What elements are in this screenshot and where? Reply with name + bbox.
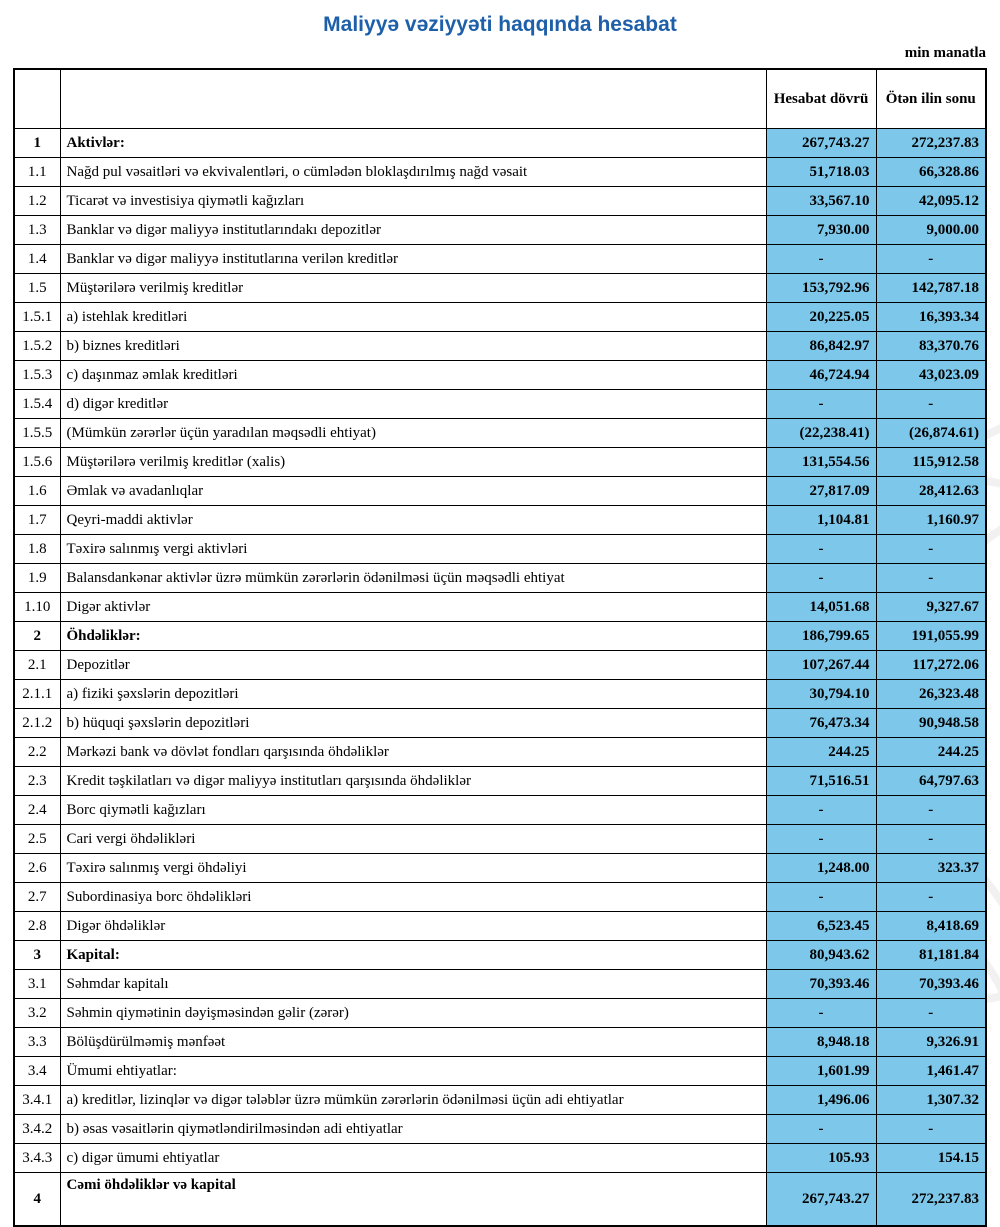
row-number-cell: 2.6 [14,854,60,883]
table-row [14,1115,986,1144]
header-no-cell [14,69,60,129]
value-current-cell: 20,225.05 [766,303,876,332]
table-row [14,738,986,767]
value-previous-cell: 323.37 [876,854,986,883]
row-number-cell: 3 [14,941,60,970]
table-row [14,361,986,390]
row-label-cell: Banklar və digər maliyyə institutlarındakı depozitlər [60,216,766,245]
table-row [14,912,986,941]
row-label-cell: Öhdəliklər: [60,622,766,651]
value-current-cell: 267,743.27 [766,1173,876,1227]
value-current-cell: 80,943.62 [766,941,876,970]
value-previous-cell: 66,328.86 [876,158,986,187]
value-current-cell: - [766,883,876,912]
row-label-cell: Təxirə salınmış vergi aktivləri [60,535,766,564]
row-number-cell: 2.1.1 [14,680,60,709]
value-current-cell: 33,567.10 [766,187,876,216]
row-label-cell: Bölüşdürülməmiş mənfəət [60,1028,766,1057]
table-row [14,506,986,535]
value-previous-cell: - [876,390,986,419]
value-current-cell: - [766,245,876,274]
row-label-cell: Digər öhdəliklər [60,912,766,941]
value-current-cell: 244.25 [766,738,876,767]
table-row [14,158,986,187]
value-current-cell: - [766,535,876,564]
value-previous-cell: - [876,1115,986,1144]
value-previous-cell: 272,237.83 [876,129,986,158]
table-row [14,390,986,419]
table-row [14,1028,986,1057]
table-row [14,1086,986,1115]
value-current-cell: - [766,390,876,419]
value-previous-cell: - [876,564,986,593]
value-current-cell: 71,516.51 [766,767,876,796]
table-row [14,651,986,680]
value-current-cell: 131,554.56 [766,448,876,477]
row-label-cell: Subordinasiya borc öhdəlikləri [60,883,766,912]
value-current-cell: 107,267.44 [766,651,876,680]
table-row [14,796,986,825]
row-label-cell: Müştərilərə verilmiş kreditlər [60,274,766,303]
table-row [14,274,986,303]
value-current-cell: (22,238.41) [766,419,876,448]
row-label-cell: Əmlak və avadanlıqlar [60,477,766,506]
row-number-cell: 1.10 [14,593,60,622]
value-current-cell: 27,817.09 [766,477,876,506]
value-previous-cell: 272,237.83 [876,1173,986,1227]
row-number-cell: 1 [14,129,60,158]
value-previous-cell: (26,874.61) [876,419,986,448]
value-previous-cell: 28,412.63 [876,477,986,506]
row-number-cell: 1.7 [14,506,60,535]
value-previous-cell: 81,181.84 [876,941,986,970]
value-previous-cell: - [876,245,986,274]
row-label-cell: Təxirə salınmış vergi öhdəliyi [60,854,766,883]
header-previous-period: Ötən ilin sonu [876,69,986,129]
row-number-cell: 1.5.4 [14,390,60,419]
row-number-cell: 1.9 [14,564,60,593]
header-row [14,69,986,129]
row-number-cell: 2.7 [14,883,60,912]
row-label-cell: Kapital: [60,941,766,970]
value-current-cell: - [766,796,876,825]
value-current-cell: 1,601.99 [766,1057,876,1086]
table-row [14,419,986,448]
value-previous-cell: 90,948.58 [876,709,986,738]
row-label-cell: Səhmdar kapitalı [60,970,766,999]
row-number-cell: 1.6 [14,477,60,506]
row-number-cell: 3.1 [14,970,60,999]
row-label-cell: Səhmin qiymətinin dəyişməsindən gəlir (zərər) [60,999,766,1028]
table-header [14,69,986,129]
value-previous-cell: 9,326.91 [876,1028,986,1057]
row-number-cell: 2.8 [14,912,60,941]
value-current-cell: 105.93 [766,1144,876,1173]
value-previous-cell: 26,323.48 [876,680,986,709]
row-label-cell: Aktivlər: [60,129,766,158]
table-row [14,999,986,1028]
value-current-cell: - [766,564,876,593]
value-previous-cell: 43,023.09 [876,361,986,390]
row-number-cell: 1.4 [14,245,60,274]
value-previous-cell: 83,370.76 [876,332,986,361]
table-row [14,767,986,796]
value-previous-cell: 115,912.58 [876,448,986,477]
row-label-cell: Müştərilərə verilmiş kreditlər (xalis) [60,448,766,477]
table-row [14,535,986,564]
row-label-cell: Mərkəzi bank və dövlət fondları qarşısında öhdəliklər [60,738,766,767]
value-previous-cell: 154.15 [876,1144,986,1173]
value-current-cell: 1,104.81 [766,506,876,535]
row-number-cell: 1.2 [14,187,60,216]
row-label-cell: Digər aktivlər [60,593,766,622]
value-previous-cell: 1,307.32 [876,1086,986,1115]
value-previous-cell: 191,055.99 [876,622,986,651]
row-number-cell: 1.5.5 [14,419,60,448]
row-label-cell: Nağd pul vəsaitləri və ekvivalentləri, o cümlədən bloklaşdırılmış nağd vəsait [60,158,766,187]
row-number-cell: 2.4 [14,796,60,825]
value-current-cell: 30,794.10 [766,680,876,709]
row-label-cell: b) əsas vəsaitlərin qiymətləndirilməsindən adi ehtiyatlar [60,1115,766,1144]
value-previous-cell: 9,000.00 [876,216,986,245]
row-label-cell: Borc qiymətli kağızları [60,796,766,825]
value-previous-cell: 1,461.47 [876,1057,986,1086]
value-current-cell: 186,799.65 [766,622,876,651]
table-row [14,1144,986,1173]
value-current-cell: 70,393.46 [766,970,876,999]
value-current-cell: 6,523.45 [766,912,876,941]
row-number-cell: 3.4.2 [14,1115,60,1144]
row-number-cell: 1.5.3 [14,361,60,390]
row-number-cell: 1.5 [14,274,60,303]
row-label-cell: Ümumi ehtiyatlar: [60,1057,766,1086]
row-label-cell: a) istehlak kreditləri [60,303,766,332]
table-row [14,941,986,970]
value-previous-cell: 1,160.97 [876,506,986,535]
row-label-cell: Ticarət və investisiya qiymətli kağızları [60,187,766,216]
value-current-cell: - [766,825,876,854]
row-number-cell: 3.3 [14,1028,60,1057]
row-label-cell: b) biznes kreditləri [60,332,766,361]
value-previous-cell: 244.25 [876,738,986,767]
value-previous-cell: 42,095.12 [876,187,986,216]
table-row [14,1057,986,1086]
value-previous-cell: 64,797.63 [876,767,986,796]
row-number-cell: 3.4.1 [14,1086,60,1115]
table-row [14,1173,986,1227]
row-number-cell: 1.5.1 [14,303,60,332]
value-current-cell: 1,248.00 [766,854,876,883]
row-number-cell: 3.4.3 [14,1144,60,1173]
value-previous-cell: - [876,535,986,564]
table-row [14,883,986,912]
row-label-cell: Balansdankənar aktivlər üzrə mümkün zərərlərin ödənilməsi üçün məqsədli ehtiyat [60,564,766,593]
row-label-cell: Cari vergi öhdəlikləri [60,825,766,854]
row-label-cell: c) daşınmaz əmlak kreditləri [60,361,766,390]
value-previous-cell: 16,393.34 [876,303,986,332]
row-number-cell: 4 [14,1173,60,1227]
row-number-cell: 2.5 [14,825,60,854]
unit-note: min manatla [904,45,986,61]
value-current-cell: 7,930.00 [766,216,876,245]
value-previous-cell: - [876,825,986,854]
value-previous-cell: - [876,796,986,825]
table-row [14,825,986,854]
table-row [14,680,986,709]
value-previous-cell: - [876,883,986,912]
row-label-cell: Cəmi öhdəliklər və kapital [60,1173,766,1227]
table-row [14,709,986,738]
row-number-cell: 2.1.2 [14,709,60,738]
value-current-cell: 86,842.97 [766,332,876,361]
row-number-cell: 1.1 [14,158,60,187]
value-current-cell: 46,724.94 [766,361,876,390]
table-row [14,854,986,883]
table-row [14,622,986,651]
value-current-cell: 51,718.03 [766,158,876,187]
row-label-cell: (Mümkün zərərlər üçün yaradılan məqsədli ehtiyat) [60,419,766,448]
value-previous-cell: 9,327.67 [876,593,986,622]
header-label-cell [60,69,766,129]
row-label-cell: a) fiziki şəxslərin depozitləri [60,680,766,709]
table-row [14,332,986,361]
value-current-cell: 267,743.27 [766,129,876,158]
row-number-cell: 2.2 [14,738,60,767]
table-row [14,448,986,477]
row-label-cell: c) digər ümumi ehtiyatlar [60,1144,766,1173]
row-label-cell: d) digər kreditlər [60,390,766,419]
table-row [14,303,986,332]
row-label-cell: a) kreditlər, lizinqlər və digər tələblər üzrə mümkün zərərlərin ödənilməsi üçün adi ehtiyatlar [60,1086,766,1115]
value-current-cell: 1,496.06 [766,1086,876,1115]
value-current-cell: 76,473.34 [766,709,876,738]
value-current-cell: 8,948.18 [766,1028,876,1057]
value-previous-cell: 117,272.06 [876,651,986,680]
row-number-cell: 2.1 [14,651,60,680]
table-row [14,245,986,274]
row-label-cell: Qeyri-maddi aktivlər [60,506,766,535]
row-number-cell: 2.3 [14,767,60,796]
value-current-cell: 14,051.68 [766,593,876,622]
table-row [14,129,986,158]
value-current-cell: 153,792.96 [766,274,876,303]
row-number-cell: 3.4 [14,1057,60,1086]
table-body [14,129,986,1227]
value-previous-cell: 8,418.69 [876,912,986,941]
row-number-cell: 1.8 [14,535,60,564]
row-number-cell: 2 [14,622,60,651]
value-current-cell: - [766,1115,876,1144]
value-previous-cell: - [876,999,986,1028]
row-number-cell: 1.5.6 [14,448,60,477]
table-row [14,477,986,506]
row-label-cell: Banklar və digər maliyyə institutlarına verilən kreditlər [60,245,766,274]
table-row [14,593,986,622]
page-title: Maliyyə vəziyyəti haqqında hesabat [323,13,677,36]
row-number-cell: 1.3 [14,216,60,245]
table-row [14,216,986,245]
table-row [14,187,986,216]
value-current-cell: - [766,999,876,1028]
row-label-cell: Kredit təşkilatları və digər maliyyə institutları qarşısında öhdəliklər [60,767,766,796]
row-label-cell: Depozitlər [60,651,766,680]
table-row [14,564,986,593]
table-row [14,970,986,999]
financial-position-table [13,68,987,1227]
row-label-cell: b) hüquqi şəxslərin depozitləri [60,709,766,738]
header-current-period: Hesabat dövrü [766,69,876,129]
row-number-cell: 3.2 [14,999,60,1028]
row-number-cell: 1.5.2 [14,332,60,361]
value-previous-cell: 70,393.46 [876,970,986,999]
value-previous-cell: 142,787.18 [876,274,986,303]
